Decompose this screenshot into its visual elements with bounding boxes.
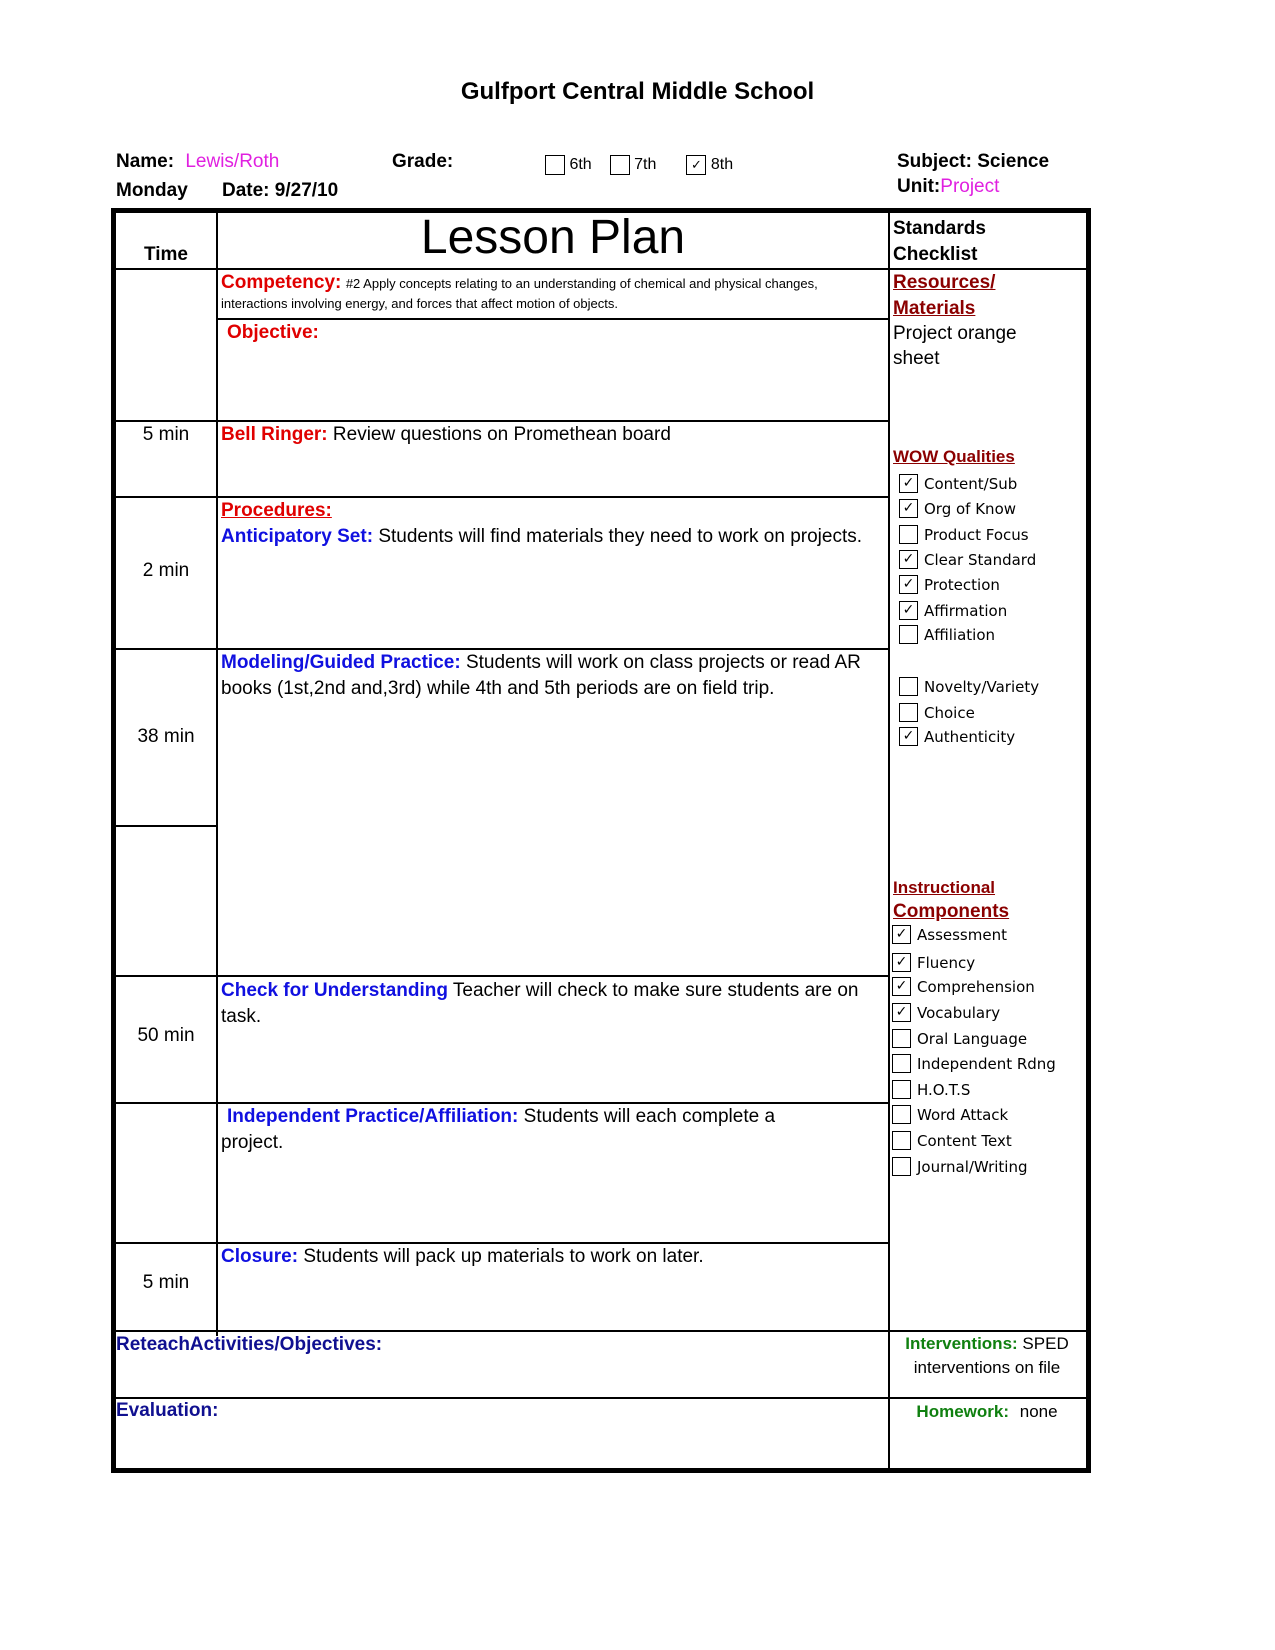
check-text: Teacher will check to make sure students are on task. bbox=[221, 980, 859, 1027]
checklist-item-label: Content Text bbox=[917, 1131, 1012, 1150]
checkbox[interactable] bbox=[899, 525, 918, 544]
checkbox[interactable]: ✓ bbox=[892, 953, 911, 972]
independent-practice-label: Independent Practice/Affiliation: bbox=[227, 1106, 519, 1127]
checkbox[interactable]: ✓ bbox=[899, 474, 918, 493]
row-divider bbox=[116, 825, 216, 827]
homework-cell bbox=[893, 1402, 1081, 1422]
standards-column-divider bbox=[888, 210, 890, 1470]
checklist-item-label: Vocabulary bbox=[917, 1003, 1001, 1022]
grade-6th-label: 6th bbox=[569, 156, 592, 174]
anticipatory-set-text: Students will find materials they need to work on projects. bbox=[378, 526, 862, 547]
checklist-item[interactable] bbox=[892, 1029, 1027, 1048]
checklist-item[interactable] bbox=[892, 977, 1035, 996]
checkbox-6th[interactable] bbox=[545, 155, 565, 175]
checkbox[interactable] bbox=[899, 703, 918, 722]
procedures-cell bbox=[221, 498, 881, 550]
evaluation-label: Evaluation: bbox=[116, 1400, 219, 1421]
checklist-item[interactable] bbox=[899, 677, 1039, 696]
instructional-heading-line2: Components bbox=[893, 901, 1010, 922]
checklist-item[interactable] bbox=[892, 1157, 1028, 1176]
name-label: Name: bbox=[116, 151, 175, 172]
unit-value: Project bbox=[940, 176, 1000, 197]
checklist-item[interactable] bbox=[899, 525, 1029, 544]
checklist-item[interactable] bbox=[892, 925, 1007, 944]
checklist-item[interactable] bbox=[899, 474, 1017, 493]
bell-ringer-cell bbox=[221, 422, 881, 448]
checklist-item[interactable] bbox=[899, 575, 1000, 594]
interventions-cell bbox=[893, 1332, 1081, 1380]
unit-label: Unit: bbox=[897, 176, 941, 197]
checkbox-8th[interactable]: ✓ bbox=[686, 155, 706, 175]
competency-text: #2 Apply concepts relating to an understanding of chemical and physical changes, interactions involving energy, and forces that affect motion of objects. bbox=[221, 276, 818, 311]
checklist-item-label: Clear Standard bbox=[924, 550, 1037, 569]
bell-ringer-time: 5 min bbox=[142, 424, 190, 445]
instructional-components-heading bbox=[893, 876, 1009, 924]
grade-6th[interactable] bbox=[545, 155, 592, 175]
resources-heading bbox=[893, 270, 995, 322]
checklist-item-label: Choice bbox=[924, 703, 975, 722]
grade-8th[interactable] bbox=[686, 155, 733, 175]
checklist-item[interactable] bbox=[899, 727, 1015, 746]
checklist-item-label: Org of Know bbox=[924, 499, 1017, 518]
closure-cell bbox=[221, 1244, 881, 1270]
bell-ringer-label: Bell Ringer: bbox=[221, 424, 328, 445]
checkbox[interactable] bbox=[892, 1131, 911, 1150]
checkbox[interactable]: ✓ bbox=[899, 575, 918, 594]
checklist-item[interactable] bbox=[899, 499, 1016, 518]
checklist-item[interactable] bbox=[899, 625, 995, 644]
competency-label: Competency: bbox=[221, 272, 342, 293]
subject-field: Subject: Science bbox=[897, 151, 1050, 172]
check-time: 50 min bbox=[137, 1025, 195, 1046]
checkbox[interactable]: ✓ bbox=[892, 977, 911, 996]
checkbox[interactable] bbox=[892, 1157, 911, 1176]
school-title: Gulfport Central Middle School bbox=[460, 78, 815, 105]
bell-ringer-text: Review questions on Promethean board bbox=[332, 424, 671, 445]
checklist-item[interactable] bbox=[892, 1003, 1000, 1022]
checklist-item[interactable] bbox=[892, 1131, 1012, 1150]
modeling-text: Students will work on class projects or read AR books (1st,2nd and,3rd) while 4th and 5th periods are on field trip. bbox=[221, 652, 861, 699]
lesson-plan-table bbox=[111, 208, 1091, 1473]
name-value: Lewis/Roth bbox=[185, 151, 280, 172]
checklist-item-label: Comprehension bbox=[917, 977, 1035, 996]
closure-text: Students will pack up materials to work on later. bbox=[303, 1246, 704, 1267]
interventions-text: SPED interventions on file bbox=[913, 1334, 1069, 1377]
checklist-item-label: Protection bbox=[924, 575, 1000, 594]
wow-qualities-heading: WOW Qualities bbox=[893, 447, 1015, 466]
grade-checkboxes bbox=[545, 155, 733, 175]
checklist-item-label: Affiliation bbox=[924, 625, 996, 644]
modeling-label: Modeling/Guided Practice: bbox=[221, 652, 461, 673]
time-header: Time bbox=[143, 244, 188, 265]
date-field: Date: 9/27/10 bbox=[222, 180, 339, 201]
objective-label: Objective: bbox=[227, 322, 319, 343]
checkbox-7th[interactable] bbox=[610, 155, 630, 175]
checklist-item-label: Fluency bbox=[917, 953, 976, 972]
checklist-item-label: Journal/Writing bbox=[917, 1157, 1028, 1176]
checkbox[interactable]: ✓ bbox=[892, 925, 911, 944]
closure-label: Closure: bbox=[221, 1246, 299, 1267]
resources-heading-line2: Materials bbox=[893, 298, 976, 319]
checklist-item[interactable] bbox=[892, 953, 975, 972]
checkbox[interactable] bbox=[892, 1080, 911, 1099]
procedures-time: 2 min bbox=[142, 560, 190, 581]
independent-practice-text: Students will each complete a project. bbox=[221, 1106, 776, 1153]
checkbox[interactable]: ✓ bbox=[899, 499, 918, 518]
checkbox[interactable] bbox=[899, 625, 918, 644]
checkbox[interactable] bbox=[892, 1105, 911, 1124]
checklist-item-label: Content/Sub bbox=[924, 474, 1018, 493]
row-divider bbox=[116, 975, 888, 977]
checklist-item-label: Oral Language bbox=[917, 1029, 1028, 1048]
grade-8th-label: 8th bbox=[710, 156, 734, 174]
competency-cell bbox=[221, 272, 881, 314]
homework-label: Homework: bbox=[916, 1402, 1009, 1421]
checklist-item[interactable] bbox=[892, 1054, 1056, 1073]
checkbox[interactable]: ✓ bbox=[899, 550, 918, 569]
reteach-label: ReteachActivities/Objectives: bbox=[116, 1334, 383, 1355]
checklist-item[interactable] bbox=[899, 703, 975, 722]
procedures-label: Procedures: bbox=[221, 500, 332, 521]
independent-practice-cell bbox=[221, 1104, 821, 1156]
checklist-item[interactable] bbox=[892, 1105, 1008, 1124]
time-column-divider bbox=[216, 210, 218, 1336]
checklist-item-label: Authenticity bbox=[924, 727, 1016, 746]
grade-label: Grade: bbox=[392, 151, 454, 172]
checklist-item-label: Word Attack bbox=[917, 1105, 1009, 1124]
modeling-cell bbox=[221, 650, 883, 702]
checkbox[interactable] bbox=[892, 1054, 911, 1073]
checklist-item-label: Assessment bbox=[917, 925, 1007, 944]
checkbox[interactable]: ✓ bbox=[892, 1003, 911, 1022]
resources-heading-line1: Resources/ bbox=[893, 272, 996, 293]
checklist-item[interactable] bbox=[892, 1080, 970, 1099]
name-field bbox=[116, 151, 279, 173]
checklist-item-label: Product Focus bbox=[924, 525, 1029, 544]
checklist-item-label: Novelty/Variety bbox=[924, 677, 1040, 696]
standards-checklist-heading: Standards Checklist bbox=[893, 218, 986, 265]
check-cell bbox=[221, 978, 885, 1030]
day-field: Monday bbox=[116, 180, 188, 201]
lesson-plan-heading: Lesson Plan bbox=[420, 211, 686, 264]
row-divider bbox=[216, 318, 888, 320]
row-divider bbox=[116, 1397, 1086, 1399]
modeling-time: 38 min bbox=[137, 726, 195, 747]
unit-field bbox=[897, 176, 999, 198]
checkbox[interactable]: ✓ bbox=[899, 727, 918, 746]
checkbox[interactable] bbox=[892, 1029, 911, 1048]
closure-time: 5 min bbox=[142, 1272, 190, 1293]
checklist-item-label: Affirmation bbox=[924, 601, 1008, 620]
checkbox[interactable] bbox=[899, 677, 918, 696]
checkbox[interactable]: ✓ bbox=[899, 601, 918, 620]
checklist-item-label: H.O.T.S bbox=[917, 1080, 971, 1099]
grade-7th-label: 7th bbox=[634, 156, 657, 174]
checklist-item[interactable] bbox=[899, 601, 1007, 620]
resources-text: Project orange sheet bbox=[893, 323, 1017, 369]
grade-7th[interactable] bbox=[610, 155, 657, 175]
checklist-item[interactable] bbox=[899, 550, 1036, 569]
interventions-label: Interventions: bbox=[905, 1334, 1018, 1353]
check-label: Check for Understanding bbox=[221, 980, 448, 1001]
checklist-item-label: Independent Rdng bbox=[917, 1054, 1056, 1073]
homework-text: none bbox=[1019, 1402, 1058, 1421]
anticipatory-set-label: Anticipatory Set: bbox=[221, 526, 374, 547]
instructional-heading-line1: Instructional bbox=[893, 878, 996, 897]
